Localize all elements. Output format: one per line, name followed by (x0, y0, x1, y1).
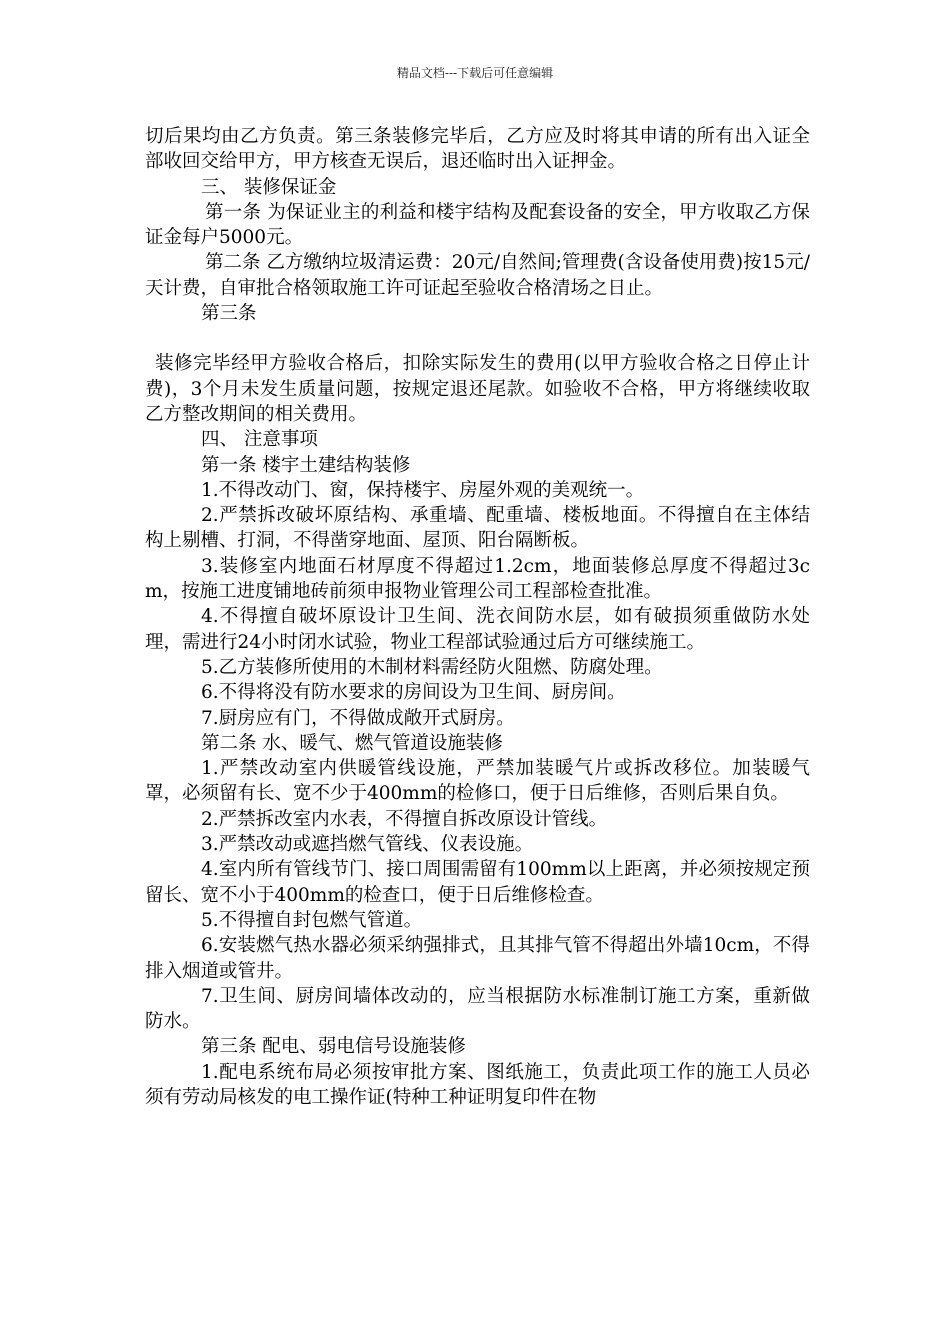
list-item: 1.不得改动门、窗，保持楼宇、房屋外观的美观统一。 (201, 479, 645, 501)
paragraph: 装修完毕经甲方验收合格后，扣除实际发生的费用(以甲方验收合格之日停止计费)，3个月未发生质量问题，按规定退还尾款。如验收不合格，甲方将继续收取乙方整改期间的相关费用。 (145, 353, 810, 425)
page-header: 精品文档---下载后可任意编辑 (396, 66, 554, 80)
paragraph: 切后果均由乙方负责。第三条装修完毕后，乙方应及时将其申请的所有出入证全部收回交给甲方，甲方核查无误后，退还临时出入证押金。 (145, 126, 810, 173)
list-item: 7.厨房应有门，不得做成敞开式厨房。 (201, 707, 515, 729)
list-item: 1.配电系统布局必须按审批方案、图纸施工，负责此项工作的施工人员必须有劳动局核发的电工操作证(特种工种证明复印件在物 (145, 1061, 810, 1108)
article-heading: 第二条 水、暖气、燃气管道设施装修 (201, 732, 503, 754)
list-item: 2.严禁拆改室内水表，不得擅自拆改原设计管线。 (201, 808, 608, 830)
blank-line (145, 326, 810, 351)
list-item: 5.乙方装修所使用的木制材料需经防火阻燃、防腐处理。 (201, 656, 663, 678)
paragraph: 第一条 为保证业主的利益和楼宇结构及配套设备的安全，甲方收取乙方保证金每户5000元。 (145, 201, 810, 249)
article-heading: 第三条 (201, 303, 257, 325)
document-body (145, 124, 810, 1110)
list-item: 1.严禁改动室内供暖管线设施，严禁加装暖气片或拆改移位。加装暖气罩，必须留有长、宽不少于400mm的检修口，便于日后维修，否则后果自负。 (145, 758, 810, 805)
list-item: 3.严禁改动或遮挡燃气管线、仪表设施。 (201, 834, 534, 856)
list-item: 3.装修室内地面石材厚度不得超过1.2cm，地面装修总厚度不得超过3cm，按施工进度铺地砖前须申报物业管理公司工程部检查批准。 (145, 555, 810, 603)
section-heading: 四、 注意事项 (201, 429, 318, 451)
list-item: 4.不得擅自破坏原设计卫生间、洗衣间防水层，如有破损须重做防水处理，需进行24小时闭水试验，物业工程部试验通过后方可继续施工。 (145, 606, 810, 653)
list-item: 4.室内所有管线节门、接口周围需留有100mm以上距离，并必须按规定预留长、宽不小于400mm的检查口，便于日后维修检查。 (145, 859, 810, 906)
section-heading: 三、 装修保证金 (201, 176, 337, 198)
article-heading: 第三条 配电、弱电信号设施装修 (201, 1036, 466, 1058)
paragraph: 第二条 乙方缴纳垃圾清运费：20元/自然间;管理费(含设备使用费)按15元/天计费，自审批合格领取施工许可证起至验收合格清场之日止。 (145, 252, 810, 299)
article-heading: 第一条 楼宇土建结构装修 (201, 454, 411, 476)
list-item: 2.严禁拆改破坏原结构、承重墙、配重墙、楼板地面。不得擅自在主体结构上剔槽、打洞，不得凿穿地面、屋顶、阳台隔断板。 (145, 505, 810, 552)
list-item: 6.安装燃气热水器必须采纳强排式，且其排气管不得超出外墙10cm，不得排入烟道或管井。 (145, 935, 810, 982)
list-item: 6.不得将没有防水要求的房间设为卫生间、厨房间。 (201, 682, 626, 704)
list-item: 5.不得擅自封包燃气管道。 (201, 909, 423, 931)
list-item: 7.卫生间、厨房间墙体改动的，应当根据防水标准制订施工方案，重新做防水。 (145, 985, 810, 1033)
